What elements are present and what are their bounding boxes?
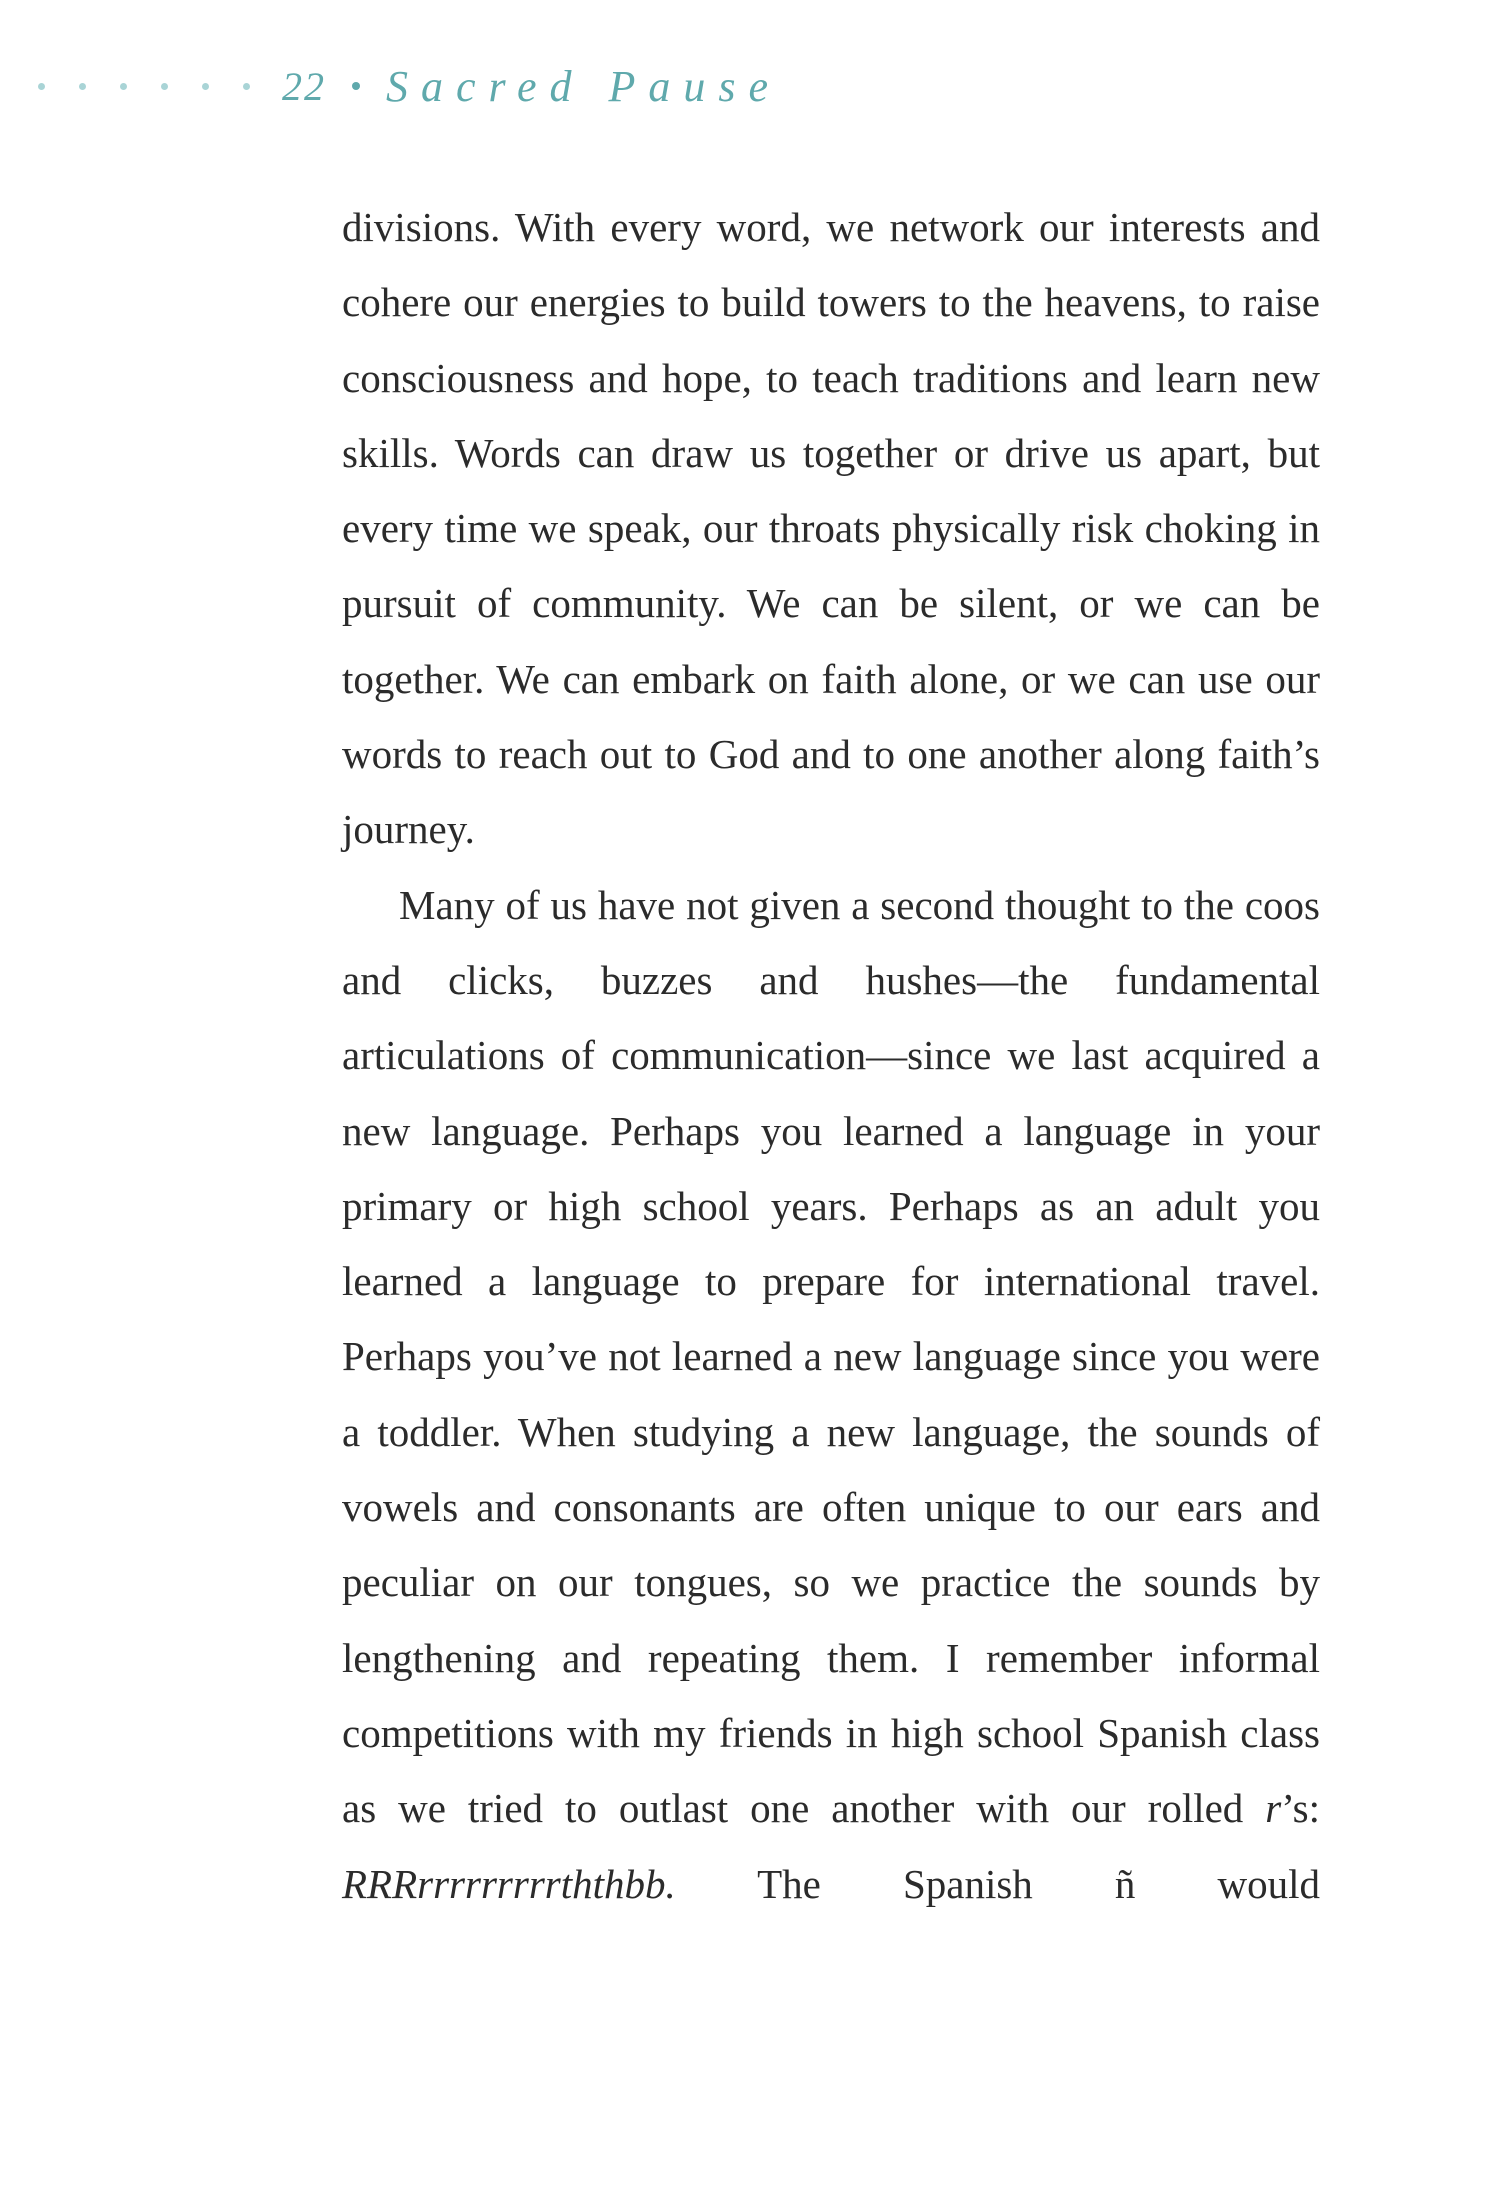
dot-ornament <box>243 83 250 90</box>
body-text <box>342 190 1320 1922</box>
dot-ornament <box>79 83 86 90</box>
dot-ornament <box>202 83 209 90</box>
italic-letter: r <box>1265 1785 1282 1832</box>
paragraph <box>342 868 1320 1922</box>
paragraph-text: ’s: <box>1281 1785 1320 1832</box>
dot-ornament <box>161 83 168 90</box>
page-number: 22 <box>282 63 326 109</box>
running-head <box>38 56 781 116</box>
paragraph: divisions. With every word, we network our interests and cohere our energies to build towers to the heavens, to raise consciousness and hope, to teach traditions and learn new skills. Words can draw us together or drive us apart, but every time we speak, our throats physically risk choking in pursuit of community. We can be silent, or we can be together. We can embark on faith alone, or we can use our words to reach out to God and to one another along faith’s journey. <box>342 204 1320 853</box>
italic-sound: RRRrrrrrrrrrththbb. <box>342 1860 676 1907</box>
paragraph-text: Many of us have not given a second thought to the coos and clicks, buzzes and hushes—the fundamental articulations of communication—since we last acquired a new language. Perhaps you learned a language in your primary or high school years. Perhaps as an adult you learned a language to prepare for international travel. Perhaps you’ve not learned a new language since you were a toddler. When studying a new language, the sounds of vowels and consonants are often unique to our ears and peculiar on our tongues, so we practice the sounds by lengthening and repeating them. I remember informal competitions with my friends in high school Spanish class as we tried to outlast one another with our rolled <box>342 881 1320 1832</box>
bullet-separator <box>352 82 360 90</box>
book-title: Sacred Pause <box>386 61 782 111</box>
paragraph-text: The Spanish ñ would <box>675 1860 1320 1907</box>
dot-ornament <box>120 83 127 90</box>
dot-ornament <box>38 83 45 90</box>
decorative-dots <box>38 83 250 90</box>
